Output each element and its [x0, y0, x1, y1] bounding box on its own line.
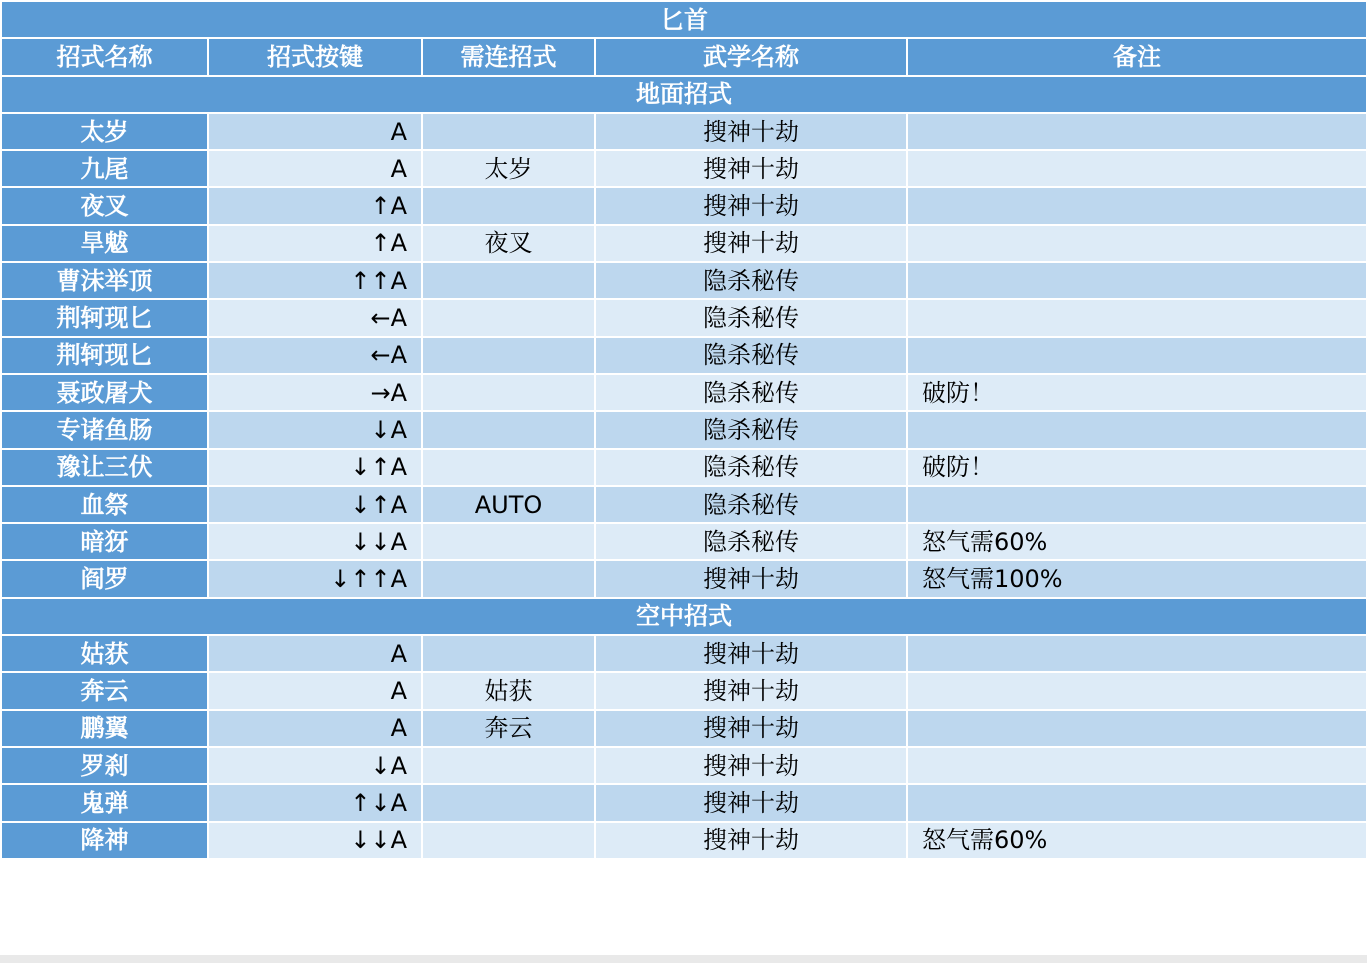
note-cell [907, 635, 1367, 672]
move-row [1, 374, 1367, 411]
column-header-row [1, 38, 1367, 75]
weapon-title-row [1, 1, 1367, 38]
move-name-cell: 太岁 [1, 113, 208, 150]
move-row [1, 187, 1367, 224]
move-name-cell: 旱魃 [1, 225, 208, 262]
move-name-cell: 专诸鱼肠 [1, 411, 208, 448]
martial-art-cell: 搜神十劫 [595, 822, 907, 859]
move-row [1, 747, 1367, 784]
move-keys-cell: ↓A [208, 747, 422, 784]
martial-art-cell: 搜神十劫 [595, 747, 907, 784]
move-keys-cell: A [208, 710, 422, 747]
move-keys-cell: ↓A [208, 411, 422, 448]
move-name-cell: 阎罗 [1, 560, 208, 597]
combo-from-cell: 夜叉 [422, 225, 595, 262]
move-name-cell: 鹏翼 [1, 710, 208, 747]
note-cell [907, 672, 1367, 709]
move-keys-cell: ↓↑↑A [208, 560, 422, 597]
move-row [1, 523, 1367, 560]
move-row [1, 411, 1367, 448]
move-name-cell: 荆轲现匕 [1, 337, 208, 374]
note-cell [907, 225, 1367, 262]
move-name-cell: 九尾 [1, 150, 208, 187]
move-keys-cell: ↑A [208, 187, 422, 224]
header-combo-from: 需连招式 [422, 38, 595, 75]
move-row [1, 710, 1367, 747]
note-cell [907, 337, 1367, 374]
martial-art-cell: 隐杀秘传 [595, 449, 907, 486]
move-keys-cell: ↓↓A [208, 822, 422, 859]
note-cell [907, 710, 1367, 747]
martial-art-cell: 隐杀秘传 [595, 523, 907, 560]
combo-from-cell [422, 262, 595, 299]
move-keys-cell: ↓↑A [208, 449, 422, 486]
note-cell [907, 113, 1367, 150]
combo-from-cell [422, 560, 595, 597]
move-row [1, 225, 1367, 262]
move-row [1, 784, 1367, 821]
section-row [1, 76, 1367, 113]
combo-from-cell [422, 374, 595, 411]
martial-art-cell: 隐杀秘传 [595, 262, 907, 299]
section-label: 空中招式 [1, 598, 1367, 635]
note-cell [907, 747, 1367, 784]
move-name-cell: 鬼弹 [1, 784, 208, 821]
note-cell: 破防！ [907, 449, 1367, 486]
combo-from-cell [422, 635, 595, 672]
move-name-cell: 聂政屠犬 [1, 374, 208, 411]
header-move-name: 招式名称 [1, 38, 208, 75]
martial-art-cell: 搜神十劫 [595, 672, 907, 709]
header-move-keys: 招式按键 [208, 38, 422, 75]
note-cell [907, 784, 1367, 821]
move-row [1, 150, 1367, 187]
move-name-cell: 豫让三伏 [1, 449, 208, 486]
move-row [1, 337, 1367, 374]
note-cell: 怒气需60% [907, 822, 1367, 859]
move-row [1, 113, 1367, 150]
note-cell [907, 299, 1367, 336]
move-keys-cell: ←A [208, 337, 422, 374]
note-cell [907, 262, 1367, 299]
move-row [1, 262, 1367, 299]
combo-from-cell: AUTO [422, 486, 595, 523]
note-cell: 怒气需100% [907, 560, 1367, 597]
move-keys-cell: ↑↑A [208, 262, 422, 299]
note-cell [907, 150, 1367, 187]
combo-from-cell [422, 449, 595, 486]
martial-art-cell: 搜神十劫 [595, 150, 907, 187]
combo-from-cell [422, 523, 595, 560]
martial-art-cell: 隐杀秘传 [595, 486, 907, 523]
martial-art-cell: 隐杀秘传 [595, 299, 907, 336]
bottom-background-strip [0, 955, 1367, 963]
move-row [1, 672, 1367, 709]
move-row [1, 299, 1367, 336]
combo-from-cell [422, 822, 595, 859]
move-keys-cell: A [208, 113, 422, 150]
combo-from-cell [422, 747, 595, 784]
martial-art-cell: 隐杀秘传 [595, 337, 907, 374]
move-keys-cell: A [208, 150, 422, 187]
move-keys-cell: A [208, 672, 422, 709]
note-cell: 怒气需60% [907, 523, 1367, 560]
move-table-body [1, 1, 1367, 859]
move-keys-cell: ←A [208, 299, 422, 336]
martial-art-cell: 搜神十劫 [595, 187, 907, 224]
move-keys-cell: ↓↑A [208, 486, 422, 523]
move-row [1, 486, 1367, 523]
section-label: 地面招式 [1, 76, 1367, 113]
header-martial-art: 武学名称 [595, 38, 907, 75]
note-cell [907, 411, 1367, 448]
martial-art-cell: 搜神十劫 [595, 225, 907, 262]
combo-from-cell [422, 113, 595, 150]
move-keys-cell: ↑A [208, 225, 422, 262]
combo-from-cell [422, 784, 595, 821]
move-name-cell: 奔云 [1, 672, 208, 709]
combo-from-cell [422, 411, 595, 448]
martial-art-cell: 搜神十劫 [595, 113, 907, 150]
move-keys-cell: ↓↓A [208, 523, 422, 560]
move-keys-cell: →A [208, 374, 422, 411]
combo-from-cell: 奔云 [422, 710, 595, 747]
move-name-cell: 罗刹 [1, 747, 208, 784]
combo-from-cell [422, 337, 595, 374]
move-keys-cell: A [208, 635, 422, 672]
move-name-cell: 姑获 [1, 635, 208, 672]
note-cell [907, 187, 1367, 224]
move-row [1, 635, 1367, 672]
combo-from-cell: 姑获 [422, 672, 595, 709]
note-cell: 破防！ [907, 374, 1367, 411]
move-name-cell: 血祭 [1, 486, 208, 523]
martial-art-cell: 隐杀秘传 [595, 374, 907, 411]
move-name-cell: 夜叉 [1, 187, 208, 224]
martial-art-cell: 搜神十劫 [595, 784, 907, 821]
move-name-cell: 暗犽 [1, 523, 208, 560]
note-cell [907, 486, 1367, 523]
move-row [1, 560, 1367, 597]
weapon-title: 匕首 [1, 1, 1367, 38]
move-name-cell: 曹沫举顶 [1, 262, 208, 299]
move-name-cell: 荆轲现匕 [1, 299, 208, 336]
move-name-cell: 降神 [1, 822, 208, 859]
martial-art-cell: 搜神十劫 [595, 710, 907, 747]
combo-from-cell [422, 187, 595, 224]
martial-art-cell: 搜神十劫 [595, 560, 907, 597]
martial-art-cell: 隐杀秘传 [595, 411, 907, 448]
header-notes: 备注 [907, 38, 1367, 75]
section-row [1, 598, 1367, 635]
combo-from-cell: 太岁 [422, 150, 595, 187]
move-keys-cell: ↑↓A [208, 784, 422, 821]
martial-art-cell: 搜神十劫 [595, 635, 907, 672]
move-row [1, 822, 1367, 859]
move-row [1, 449, 1367, 486]
combo-from-cell [422, 299, 595, 336]
